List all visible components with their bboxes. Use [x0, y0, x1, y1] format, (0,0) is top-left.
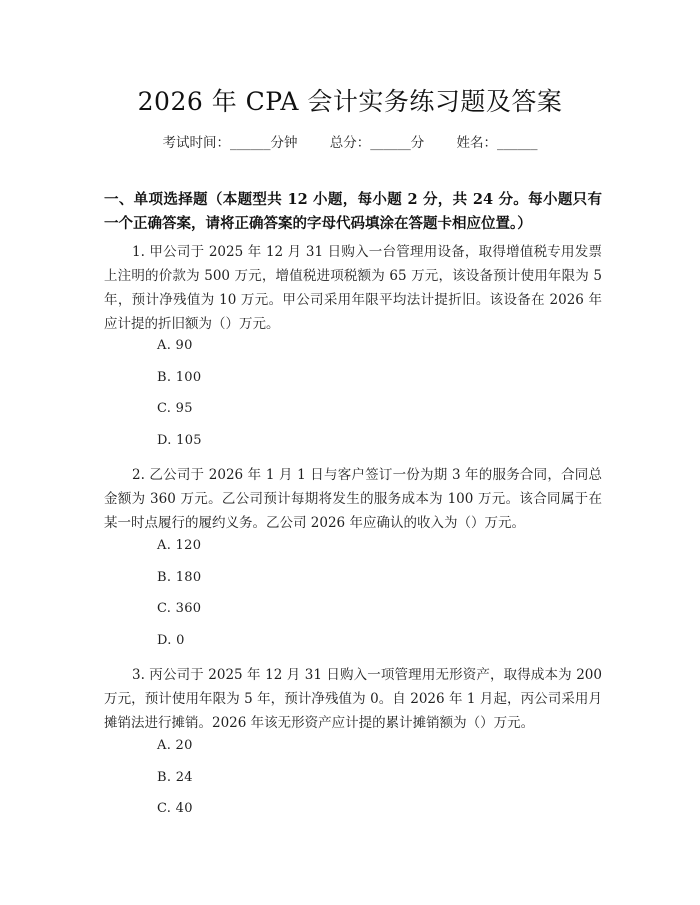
question-2-option-a: A. 120 [157, 538, 202, 553]
section-heading: 一、单项选择题（本题型共 12 小题，每小题 2 分，共 24 分。每小题只有一个正确答案，请将正确答案的字母代码填涂在答题卡相应位置。） [104, 191, 602, 232]
question-1-option-a: A. 90 [157, 338, 193, 353]
question-3-option-a: A. 20 [157, 738, 193, 753]
total-score-field: 总分：______分 [329, 135, 425, 151]
question-3-option-b: B. 24 [157, 770, 193, 785]
question-2-option-c: C. 360 [157, 601, 202, 616]
question-2-option-d: D. 0 [157, 633, 185, 648]
question-1-text: 1. 甲公司于 2025 年 12 月 31 日购入一台管理用设备，取得增值税专用发票上注明的价款为 500 万元，增值税进项税额为 65 万元，该设备预计使用年限为 5 年，预计净残值为 10 万元。甲公司采用年限平均法计提折旧。该设备在 2026 年应计提的折旧额为（）万元。 [104, 244, 602, 332]
question-1-option-b: B. 100 [157, 370, 202, 385]
exam-meta-line [0, 131, 700, 151]
question-3-text: 3. 丙公司于 2025 年 12 月 31 日购入一项管理用无形资产，取得成本为 200 万元，预计使用年限为 5 年，预计净残值为 0。自 2026 年 1 月起，丙公司采用月摊销法进行摊销。2026 年该无形资产应计提的累计摊销额为（）万元。 [104, 667, 602, 731]
student-name-field: 姓名：______ [456, 135, 538, 151]
question-1-option-d: D. 105 [157, 433, 202, 448]
question-3-option-c: C. 40 [157, 801, 193, 816]
exam-time-field: 考试时间：______分钟 [162, 135, 298, 151]
question-1-option-c: C. 95 [157, 401, 193, 416]
question-2-option-b: B. 180 [157, 570, 202, 585]
document-title: 2026 年 CPA 会计实务练习题及答案 [137, 87, 563, 116]
question-2-text: 2. 乙公司于 2026 年 1 月 1 日与客户签订一份为期 3 年的服务合同，合同总金额为 360 万元。乙公司预计每期将发生的服务成本为 100 万元。该合同属于在某一时点履行的履约义务。乙公司 2026 年应确认的收入为（）万元。 [104, 467, 602, 531]
